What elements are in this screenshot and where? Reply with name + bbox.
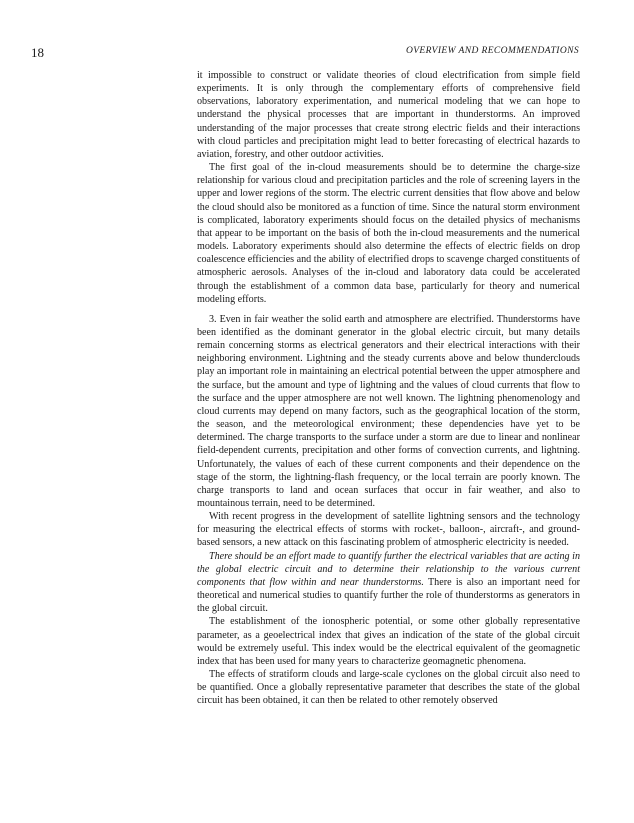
paragraph-continued: it impossible to construct or validate theories of cloud electrification from simple field experiments. It is only through the complementary efforts of comprehensive field observations, laboratory experimentation, and numerical modeling that we can hope to understand the physical processes that are important in thunderstorms. An improved understanding of the major processes that create strong electric fields and their interactions with cloud particles and precipitation might lead to better forecasting of electrical hazards to aviation, forestry, and other outdoor activities. [197,70,580,160]
paragraph-stratiform-clouds: The effects of stratiform clouds and large-scale cyclones on the global circuit also need to be quantified. Once a globally representative parameter that describes the state of the global circuit has been obtained, it can then be related to other remotely observed [197,669,580,707]
paragraph-satellite-progress: With recent progress in the development of satellite lightning sensors and the technology for measuring the electrical effects of storms with rocket-, balloon-, aircraft-, and ground-based sensors, a new attack on this fascinating problem of atmospheric electricity is needed. [197,511,580,549]
page-number: 18 [31,45,44,60]
running-head: OVERVIEW AND RECOMMENDATIONS [405,46,579,56]
paragraph-recommendation [197,550,580,616]
paragraph-ionospheric-potential: The establishment of the ionospheric potential, or some other globally representative parameter, as a geoelectrical index that gives an indication of the state of the global circuit would be extremely useful. This index would be the electrical equivalent of the geomagnetic index that has been used for many years to characterize geomagnetic phenomena. [197,616,580,667]
paragraph-item-3: 3. Even in fair weather the solid earth and atmosphere are electrified. Thunderstorms have been identified as the dominant generator in the global electric circuit, but many details remain concerning storms as electrical generators and their electrical interactions with their neighboring environment. Lightning and the steady currents above and below thunderclouds play an important role in maintaining an electrical potential between the upper atmosphere and the surface, but the amount and type of lightning and the values of cloud currents that flow to the surface and the upper atmosphere are not well known. The lightning phenomenology and cloud currents may depend on many factors, such as the geographical location of the storm, the season, and the meteorological environment; these dependencies have yet to be determined. The charge transports to the surface under a storm are due to linear and nonlinear field-dependent currents, precipitation and other forms of convection currents, and lightning. Unfortunately, the values of each of these current components and their dependence on the stage of the storm, the lightning-flash frequency, or the local terrain are poorly known. The charge transports to land and ocean surfaces that occur in fair weather, and also to mountainous terrain, need to be determined. [197,313,580,509]
paragraph-in-cloud-goal: The first goal of the in-cloud measurements should be to determine the charge-size relationship for various cloud and precipitation particles and the role of screening layers in the upper and lower regions of the storm. The electric current densities that flow above and below the cloud should also be monitored as a function of time. Since the natural storm environment is complicated, laboratory experiments should focus on the detailed physics of mechanisms that appear to be important on the basis of both the in-cloud measurements and the numerical models. Laboratory experiments should also determine the effects of electric fields on drop coalescence efficiencies and the ability of electrified drops to scavenge charged constituents of atmospheric aerosols. Analyses of the in-cloud and laboratory data could be accelerated through the establishment of a common data base, particularly for theory and numerical modeling efforts. [197,162,580,305]
recommendation-italic: There should be an effort made to quantify further the electrical variables that are acting in the global electric circuit and to determine their relationship to the various current components that flow within and near thunderstorms. [197,550,580,588]
body-text [197,69,580,708]
recommendation-rest: There is also an important need for theoretical and numerical studies to quantify further the role of thunderstorms as generators in the global circuit. [197,576,580,615]
